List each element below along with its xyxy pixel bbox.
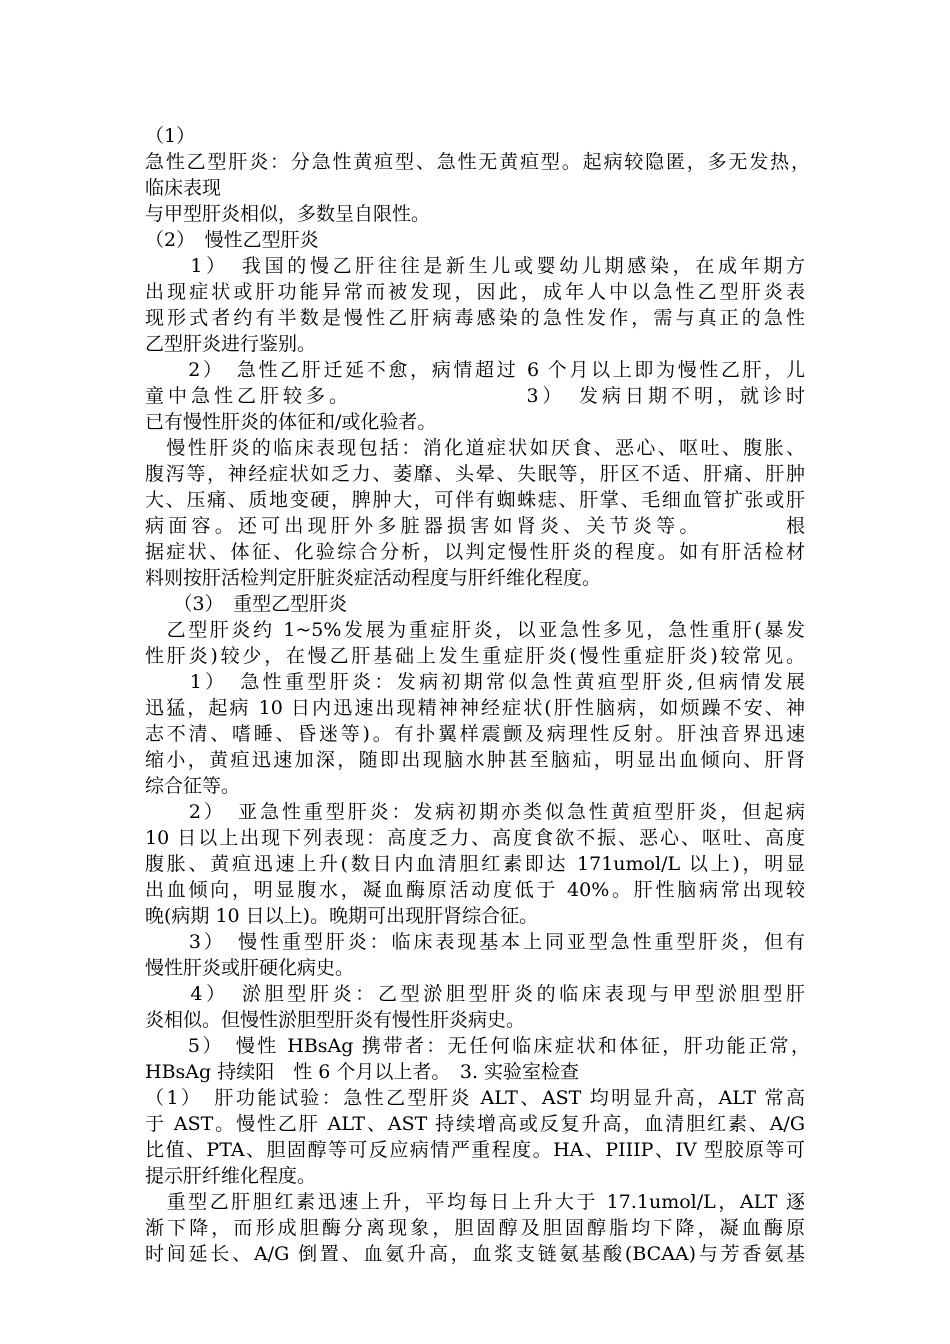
text-line: 现形式者约有半数是慢性乙肝病毒感染的急性发作，需与真正的急性 (145, 307, 805, 329)
text-line: 提示肝纤维化程度。 (145, 1165, 317, 1187)
text-line: 性肝炎)较少，在慢乙肝基础上发生重症肝炎(慢性重症肝炎)较常见。 (145, 645, 805, 667)
text-line: 童中急性乙肝较多。 3） 发病日期不明，就诊时 (145, 385, 805, 407)
text-line: （2） 慢性乙型肝炎 (145, 229, 319, 251)
text-line: 缩小，黄疸迅速加深，随即出现脑水肿甚至脑疝，明显出血倾向、肝肾 (145, 749, 805, 771)
text-line: 炎相似。但慢性淤胆型肝炎有慢性肝炎病史。 (145, 1009, 526, 1031)
text-line: 临床表现 (145, 177, 222, 199)
text-line: 4） 淤胆型肝炎：乙型淤胆型肝炎的临床表现与甲型淤胆型肝 (145, 983, 805, 1005)
text-line: 已有慢性肝炎的体征和/或化验者。 (145, 411, 437, 433)
text-line: 1） 急性重型肝炎：发病初期常似急性黄疸型肝炎,但病情发展 (145, 671, 805, 693)
text-line: HBsAg 持续阳 性 6 个月以上者。 3. 实验室检查 (145, 1061, 580, 1083)
text-line: 出现症状或肝功能异常而被发现，因此，成年人中以急性乙型肝炎表 (145, 281, 805, 303)
text-line: 与甲型肝炎相似，多数呈自限性。 (145, 203, 431, 225)
text-line: 病面容。还可出现肝外多脏器损害如肾炎、关节炎等。 根 (145, 515, 805, 537)
text-line: 比值、PTA、胆固醇等可反应病情严重程度。HA、PIIIP、IV 型胶原等可 (145, 1139, 805, 1161)
text-line: 急性乙型肝炎：分急性黄疸型、急性无黄疸型。起病较隐匿，多无发热， (145, 151, 810, 173)
text-line: （3） 重型乙型肝炎 (145, 593, 348, 615)
text-line: 志不清、嗜睡、昏迷等)。有扑翼样震颤及病理性反射。肝浊音界迅速 (145, 723, 805, 745)
text-line: 10 日以上出现下列表现：高度乏力、高度食欲不振、恶心、呕吐、高度 (145, 827, 805, 849)
text-line: 大、压痛、质地变硬，脾肿大，可伴有蜘蛛痣、肝掌、毛细血管扩张或肝 (145, 489, 805, 511)
text-line: 1） 我国的慢乙肝往往是新生儿或婴幼儿期感染，在成年期方 (145, 255, 805, 277)
text-line: 腹泻等，神经症状如乏力、萎靡、头晕、失眠等，肝区不适、肝痛、肝肿 (145, 463, 805, 485)
text-line: 据症状、体征、化验综合分析，以判定慢性肝炎的程度。如有肝活检材 (145, 541, 805, 563)
text-line: 乙型肝炎约 1~5%发展为重症肝炎，以亚急性多见，急性重肝(暴发 (145, 619, 805, 641)
text-line: 料则按肝活检判定肝脏炎症活动程度与肝纤维化程度。 (145, 567, 602, 589)
text-line: 2） 急性乙肝迁延不愈，病情超过 6 个月以上即为慢性乙肝，儿 (145, 359, 805, 381)
text-line: 晚(病期 10 日以上)。晚期可出现肝肾综合征。 (145, 905, 539, 927)
text-line: 3） 慢性重型肝炎：临床表现基本上同亚型急性重型肝炎，但有 (145, 931, 805, 953)
text-line: （1） 肝功能试验：急性乙型肝炎 ALT、AST 均明显升高，ALT 常高 (145, 1087, 805, 1109)
text-line: 腹胀、黄疸迅速上升(数日内血清胆红素即达 171umol/L 以上)，明显 (145, 853, 805, 875)
text-line: 综合征等。 (145, 775, 241, 797)
text-line: 出血倾向，明显腹水，凝血酶原活动度低于 40%。肝性脑病常出现较 (145, 879, 805, 901)
text-line: （1） (145, 125, 196, 147)
text-line: 渐下降，而形成胆酶分离现象，胆固醇及胆固醇脂均下降，凝血酶原 (145, 1217, 805, 1239)
text-line: 慢性肝炎的临床表现包括：消化道症状如厌食、恶心、呕吐、腹胀、 (145, 437, 805, 459)
text-line: 重型乙肝胆红素迅速上升，平均每日上升大于 17.1umol/L，ALT 逐 (145, 1191, 805, 1213)
text-line: 5） 慢性 HBsAg 携带者：无任何临床症状和体征，肝功能正常， (145, 1035, 810, 1057)
text-line: 迅猛，起病 10 日内迅速出现精神神经症状(肝性脑病，如烦躁不安、神 (145, 697, 805, 719)
text-line: 于 AST。慢性乙肝 ALT、AST 持续增高或反复升高，血清胆红素、A/G (145, 1113, 805, 1135)
text-line: 乙型肝炎进行鉴别。 (145, 333, 317, 355)
text-line: 时间延长、A/G 倒置、血氨升高，血浆支链氨基酸(BCAA)与芳香氨基 (145, 1243, 805, 1265)
text-line: 2） 亚急性重型肝炎：发病初期亦类似急性黄疸型肝炎，但起病 (145, 801, 805, 823)
text-line: 慢性肝炎或肝硬化病史。 (145, 957, 355, 979)
